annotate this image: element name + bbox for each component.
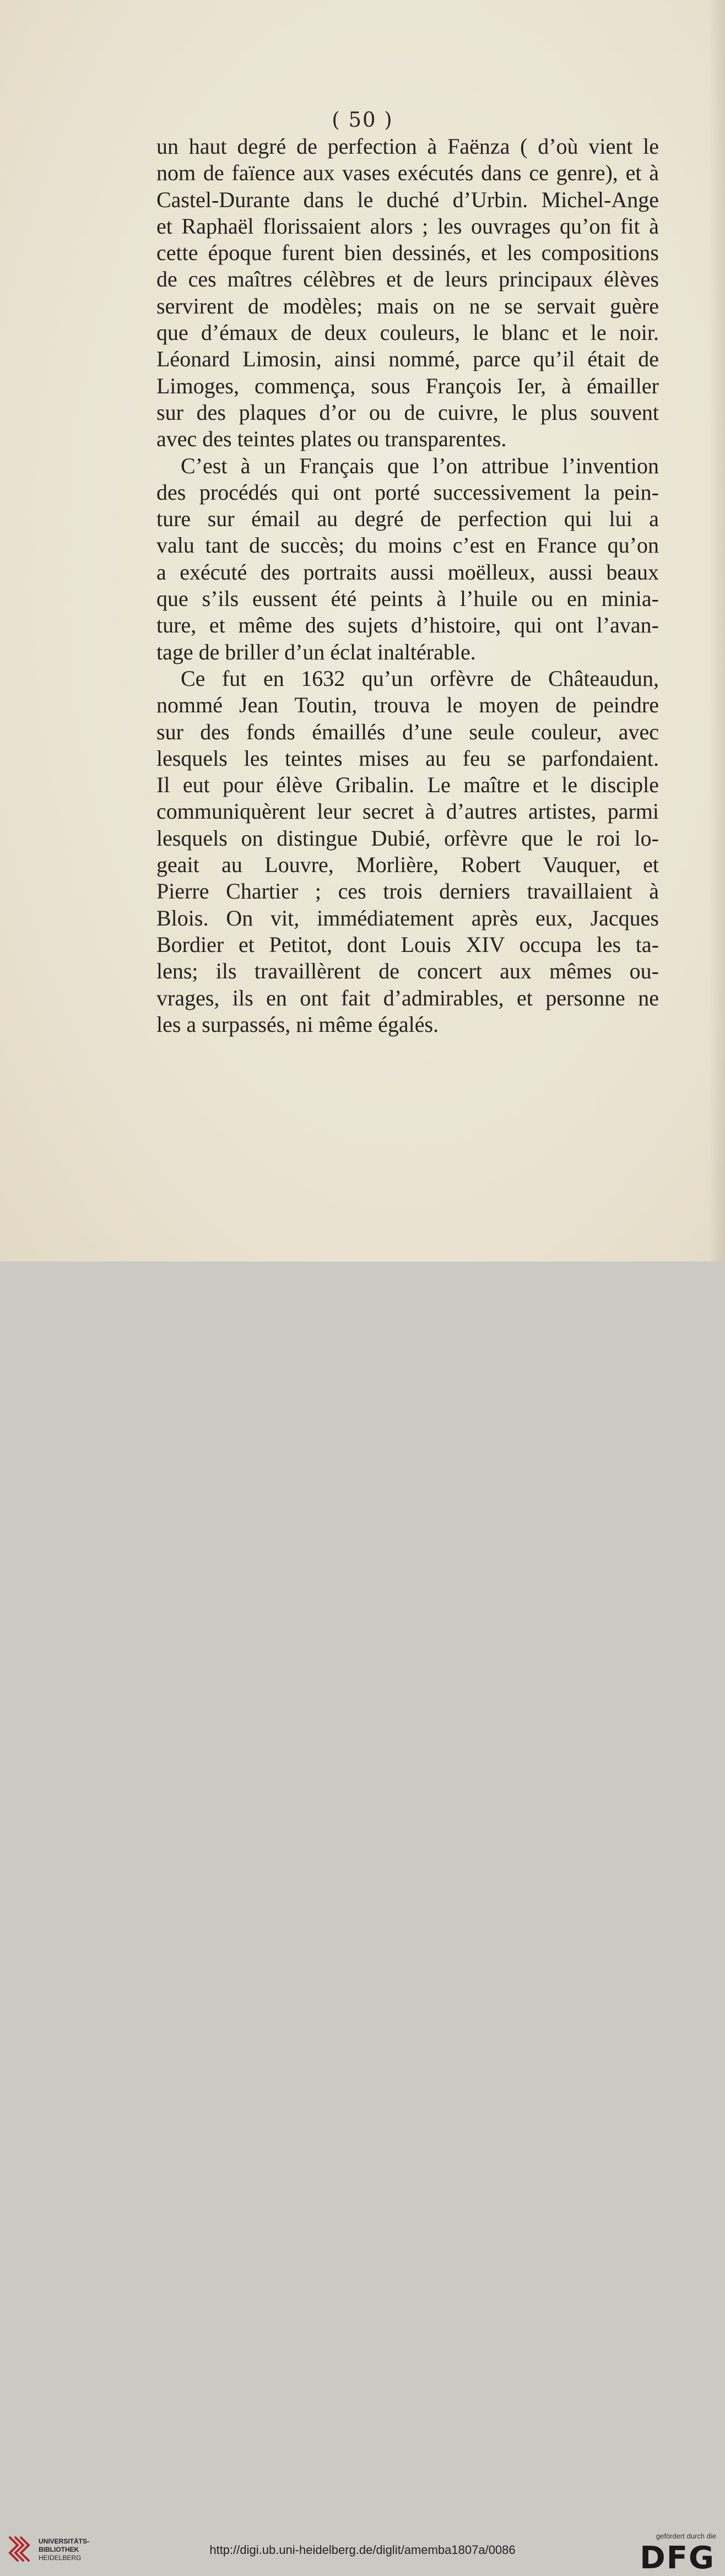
viewer-footer: [0, 1262, 725, 2576]
text-line: a exécuté des portraits aussi moëlleux, aussi beaux: [156, 559, 659, 585]
text-line: cette époque furent bien dessinés, et les compositions: [156, 240, 659, 266]
text-line: avec des teintes plates ou transparentes.: [156, 426, 507, 452]
text-line: lesquels on distingue Dubié, orfèvre que le roi lo-: [156, 825, 659, 851]
text-line: Léonard Limosin, ainsi nommé, parce qu’il était de: [156, 347, 659, 372]
text-line: geait au Louvre, Morlière, Robert Vauquer, et: [156, 852, 659, 878]
text-line: de ces maîtres célèbres et de leurs principaux élèves: [156, 267, 659, 292]
text-line: un haut degré de perfection à Faënza ( d’où vient le: [156, 134, 659, 159]
text-line: nom de faïence aux vases exécutés dans ce genre), et à: [156, 160, 659, 186]
page-number: ( 50 ): [332, 108, 393, 132]
text-line: lens; ils travaillèrent de concert aux mêmes ou-: [156, 959, 659, 984]
text-line: ture sur émail au degré de perfection qui lui a: [156, 506, 659, 532]
text-line: Ce fut en 1632 qu’un orfèvre de Châteaudun,: [181, 665, 659, 691]
text-line: que s’ils eussent été peints à l’huile ou en minia-: [156, 586, 659, 611]
text-line: sur des fonds émaillés d’une seule couleur, avec: [156, 719, 659, 744]
library-name-line: BIBLIOTHEK: [39, 2546, 79, 2553]
text-line: nommé Jean Toutin, trouva le moyen de peindre: [156, 692, 659, 718]
text-line: Pierre Chartier ; ces trois derniers travaillaient à: [156, 879, 659, 904]
text-line: Castel-Durante dans le duché d’Urbin. Michel-Ange: [156, 187, 659, 212]
text-line: lesquels les teintes mises au feu se parfondaient.: [156, 745, 659, 771]
page-edge-shadow: [708, 0, 725, 1262]
text-line: Bordier et Petitot, dont Louis XIV occupa les ta-: [156, 932, 659, 957]
text-line: sur des plaques d’or ou de cuivre, le plus souvent: [156, 399, 659, 425]
text-line: ture, et même des sujets d’histoire, qui ont l’avan-: [156, 613, 659, 638]
text-line: des procédés qui ont porté successivement la pein-: [156, 479, 659, 505]
permalink-url[interactable]: http://digi.ub.uni-heidelberg.de/diglit/amemba1807a/0086: [209, 2543, 516, 2557]
text-line: C’est à un Français que l’on attribue l’invention: [181, 453, 659, 478]
text-line: Limoges, commença, sous François Ier, à émailler: [156, 373, 659, 398]
text-line: Il eut pour élève Gribalin. Le maître et le disciple: [156, 772, 659, 798]
text-line: tage de briller d’un éclat inaltérable.: [156, 639, 476, 664]
funding-label: gefördert durch die: [656, 2532, 716, 2540]
body-text: [156, 133, 659, 1038]
text-line: vrages, ils en ont fait d’admirables, et personne ne: [156, 985, 659, 1010]
library-name-line: UNIVERSITÄTS-: [39, 2537, 90, 2545]
text-line: valu tant de succès; du moins c’est en France qu’on: [156, 533, 659, 558]
scanned-page: [0, 0, 725, 1262]
text-line: Blois. On vit, immédiatement après eux, Jacques: [156, 905, 659, 930]
text-line: les a surpassés, ni même égalés.: [156, 1011, 439, 1037]
dfg-logo: DFG: [640, 2540, 715, 2576]
library-name-line: HEIDELBERG: [39, 2554, 82, 2562]
text-line: que d’émaux de deux couleurs, le blanc et le noir.: [156, 320, 659, 345]
text-line: et Raphaël florissaient alors ; les ouvrages qu’on fit à: [156, 213, 659, 239]
text-line: communiquèrent leur secret à d’autres artistes, parmi: [156, 799, 659, 824]
text-line: servirent de modèles; mais on ne se servait guère: [156, 293, 659, 318]
